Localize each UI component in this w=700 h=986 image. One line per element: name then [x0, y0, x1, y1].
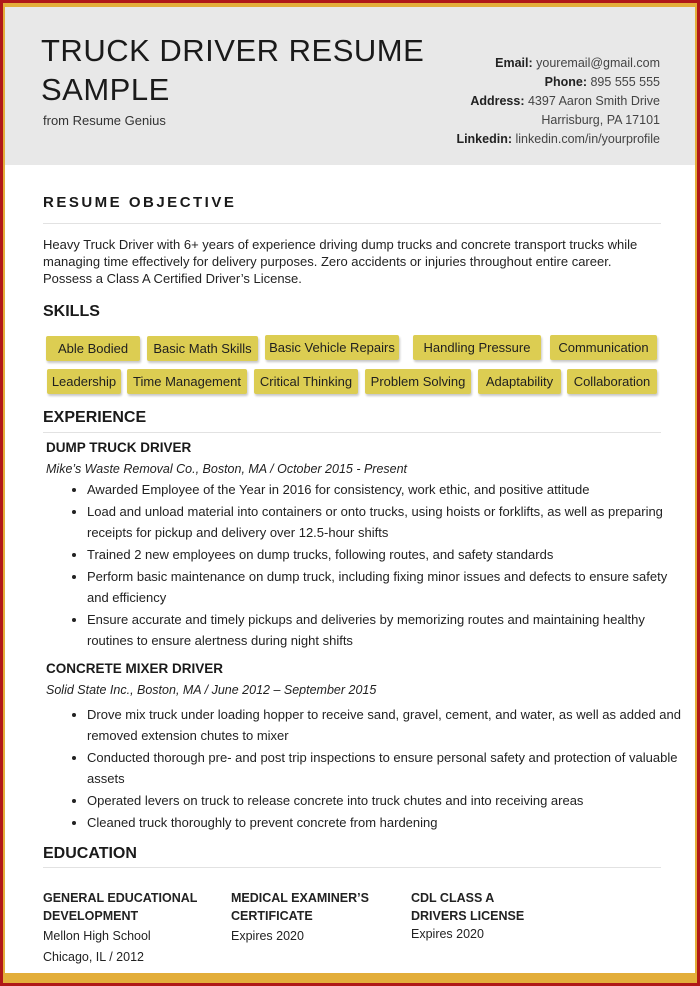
contact-block [340, 54, 660, 149]
education-line-1: Expires 2020 [231, 929, 304, 943]
email-label: Email: [495, 56, 533, 70]
objective-text: Heavy Truck Driver with 6+ years of experience driving dump trucks and concrete transport trucks while managing time effectively for delivery purposes. Zero accidents or injuries throughout entire career. Possess a Class A Certified Driver’s License. [43, 237, 638, 286]
phone-label: Phone: [544, 75, 587, 89]
contact-address-row [340, 92, 660, 130]
skill-chip: Handling Pressure [413, 335, 541, 360]
education-entry [411, 889, 524, 944]
address-line-1: 4397 Aaron Smith Drive [527, 94, 660, 108]
phone-value: 895 555 555 [590, 75, 660, 89]
skill-chip: Critical Thinking [254, 369, 358, 394]
list-item: • Perform basic maintenance on dump truck, including fixing minor issues and defects to ensure safety and efficiency [87, 566, 687, 608]
address-label: Address: [470, 94, 525, 108]
education-title-line-1: GENERAL EDUCATIONAL [43, 891, 198, 905]
list-item: • Ensure accurate and timely pickups and deliveries by memorizing routes and maintaining healthy routines to ensure alertness during night shifts [87, 609, 687, 651]
education-entry [43, 889, 197, 967]
skill-chip: Basic Math Skills [147, 336, 258, 361]
education-divider [43, 867, 661, 868]
list-item: • Cleaned truck thoroughly to prevent concrete from hardening [87, 812, 687, 833]
education-entry [231, 889, 369, 946]
experience-heading: EXPERIENCE [43, 409, 147, 426]
education-title-line-1: CDL CLASS A [411, 891, 495, 905]
education-title-line-2: DRIVERS LICENSE [411, 909, 525, 923]
list-item: • Drove mix truck under loading hopper to receive sand, gravel, cement, and water, as well as added and removed extension chutes to mixer [87, 704, 687, 746]
contact-linkedin-row [340, 130, 660, 149]
email-value: youremail@gmail.com [536, 56, 660, 70]
education-title-line-2: CERTIFICATE [231, 909, 313, 923]
skills-heading: SKILLS [43, 303, 100, 320]
skill-chip: Basic Vehicle Repairs [265, 335, 399, 360]
job-bullets [67, 704, 687, 834]
list-item: • Operated levers on truck to release concrete into truck chutes and into receiving areas [87, 790, 687, 811]
skill-chip: Communication [550, 335, 657, 360]
job-title: CONCRETE MIXER DRIVER [46, 661, 224, 676]
education-heading: EDUCATION [43, 845, 137, 862]
resume-header [5, 7, 695, 165]
job-meta: Mike’s Waste Removal Co., Boston, MA / October 2015 - Present [46, 462, 408, 476]
job-bullets [67, 479, 687, 652]
experience-divider [43, 432, 661, 433]
education-line-1: Expires 2020 [411, 927, 484, 941]
resume-title: TRUCK DRIVER RESUME SAMPLE [41, 33, 425, 107]
list-item: • Awarded Employee of the Year in 2016 for consistency, work ethic, and positive attitude [87, 479, 687, 500]
education-title-line-1: MEDICAL EXAMINER’S [231, 891, 369, 905]
address-line-2: Harrisburg, PA 17101 [541, 113, 660, 127]
objective-heading: RESUME OBJECTIVE [43, 194, 237, 211]
skill-chip: Time Management [127, 369, 247, 394]
objective-divider [43, 223, 661, 224]
list-item: • Load and unload material into containers or onto trucks, using hoists or forklifts, as well as preparing receipts for pickup and delivery over 12.5-hour shifts [87, 501, 687, 543]
page-frame [3, 3, 697, 983]
list-item: • Trained 2 new employees on dump trucks, following routes, and safety standards [87, 544, 687, 565]
contact-phone-row [340, 73, 660, 92]
resume-subtitle: from Resume Genius [43, 113, 166, 128]
skill-chip: Leadership [47, 369, 121, 394]
skill-chip: Collaboration [567, 369, 657, 394]
education-title-line-2: DEVELOPMENT [43, 909, 139, 923]
education-line-2: Chicago, IL / 2012 [43, 950, 144, 964]
job-title: DUMP TRUCK DRIVER [46, 440, 192, 455]
education-line-1: Mellon High School [43, 929, 151, 943]
linkedin-label: Linkedin: [456, 132, 512, 146]
skill-chip: Able Bodied [46, 336, 140, 361]
skill-chip: Problem Solving [365, 369, 471, 394]
linkedin-value: linkedin.com/in/yourprofile [515, 132, 660, 146]
resume-sheet [5, 7, 695, 973]
skill-chip: Adaptability [478, 369, 561, 394]
contact-email-row [340, 54, 660, 73]
list-item: • Conducted thorough pre- and post trip inspections to ensure personal safety and protection of valuable assets [87, 747, 687, 789]
job-meta: Solid State Inc., Boston, MA / June 2012 – September 2015 [46, 683, 377, 697]
